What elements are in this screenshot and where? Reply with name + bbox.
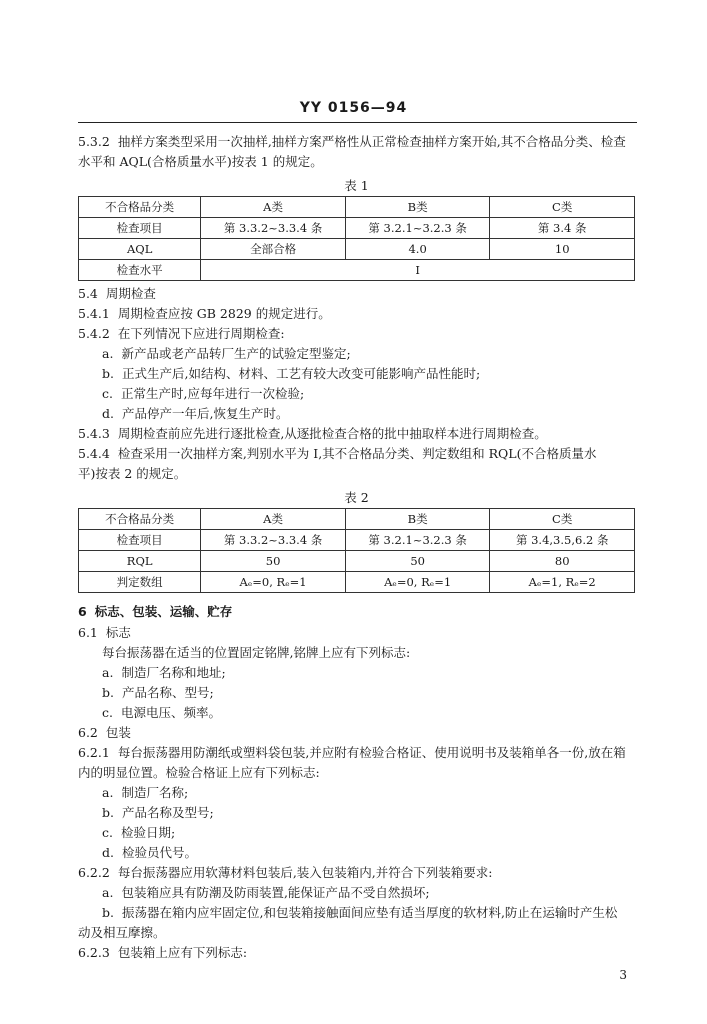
clause-text: 包装箱上应有下列标志: — [117, 945, 248, 960]
table-row — [79, 197, 635, 218]
clause-5-4-4-cont: 平)按表 2 的规定。 — [78, 466, 187, 481]
list-item — [78, 703, 635, 723]
list-item — [78, 843, 635, 863]
table-cell: 4.0 — [345, 239, 490, 260]
table-cell: 检查项目 — [79, 530, 201, 551]
clause-text: 在下列情况下应进行周期检查: — [117, 326, 285, 341]
table-2 — [78, 508, 635, 593]
list-marker: c. — [102, 386, 113, 401]
list-text: 正常生产时,应每年进行一次检验; — [120, 386, 305, 401]
list-marker: d. — [102, 845, 114, 860]
table-cell: 80 — [490, 551, 635, 572]
clause-text: 周期检查前应先进行逐批检查,从逐批检查合格的批中抽取样本进行周期检查。 — [117, 426, 547, 441]
table-row — [79, 218, 635, 239]
clause-number: 6.2.3 — [78, 945, 110, 960]
table-2-caption: 表 2 — [344, 490, 369, 505]
list-text: 新产品或老产品转厂生产的试验定型鉴定; — [121, 346, 351, 361]
table-cell: 50 — [345, 551, 490, 572]
clause-title: 包装 — [105, 725, 131, 740]
table-cell: 全部合格 — [201, 239, 346, 260]
list-marker: b. — [102, 905, 114, 920]
list-item — [78, 823, 635, 843]
table-cell: B类 — [345, 509, 490, 530]
clause-number: 6.2 — [78, 725, 98, 740]
clause-5-4-1 — [78, 304, 635, 324]
clause-number: 6.1 — [78, 625, 98, 640]
list-text: 包装箱应具有防潮及防雨装置,能保证产品不受自然损坏; — [121, 885, 430, 900]
table-cell: Aₑ=0, Rₑ=1 — [345, 572, 490, 593]
list-marker: c. — [102, 825, 113, 840]
list-text: 检验员代号。 — [121, 845, 197, 860]
table-cell: 第 3.2.1~3.2.3 条 — [345, 530, 490, 551]
document-body — [78, 132, 635, 963]
table-cell: A类 — [201, 197, 346, 218]
table-row — [79, 530, 635, 551]
clause-number: 5.4 — [78, 286, 98, 301]
table-1-caption: 表 1 — [344, 178, 369, 193]
table-cell: 检查水平 — [79, 260, 201, 281]
clause-6-2 — [78, 723, 635, 743]
list-marker: c. — [102, 705, 113, 720]
table-row — [79, 239, 635, 260]
list-text: 产品名称及型号; — [121, 805, 214, 820]
table-cell: 第 3.3.2~3.3.4 条 — [201, 218, 346, 239]
clause-text: 抽样方案类型采用一次抽样,抽样方案严格性从正常检查抽样方案开始,其不合格品分类、检查 — [117, 134, 626, 149]
table-cell: A类 — [201, 509, 346, 530]
list-marker: a. — [102, 665, 114, 680]
clause-number: 5.4.1 — [78, 306, 110, 321]
clause-5-4-3 — [78, 424, 635, 444]
clause-6-1-text: 每台振荡器在适当的位置固定铭牌,铭牌上应有下列标志: — [102, 645, 411, 660]
table-cell: 不合格品分类 — [79, 509, 201, 530]
list-text: 正式生产后,如结构、材料、工艺有较大改变可能影响产品性能时; — [121, 366, 481, 381]
list-item — [78, 364, 635, 384]
clause-text: 检查采用一次抽样方案,判别水平为 I,其不合格品分类、判定数组和 RQL(不合格质量水 — [117, 446, 597, 461]
clause-5-3-2-cont: 水平和 AQL(合格质量水平)按表 1 的规定。 — [78, 154, 323, 169]
clause-6-2-1-cont: 内的明显位置。检验合格证上应有下列标志: — [78, 765, 320, 780]
table-cell: 第 3.4,3.5,6.2 条 — [490, 530, 635, 551]
clause-number: 5.4.2 — [78, 326, 110, 341]
clause-6-2-1 — [78, 743, 635, 763]
table-cell: 10 — [490, 239, 635, 260]
clause-5-4-2 — [78, 324, 635, 344]
clause-5-4-4 — [78, 444, 635, 464]
clause-text: 每台振荡器用防潮纸或塑料袋包装,并应附有检验合格证、使用说明书及装箱单各一份,放在箱 — [117, 745, 626, 760]
table-cell: 检查项目 — [79, 218, 201, 239]
clause-number: 5.4.3 — [78, 426, 110, 441]
clause-text: 周期检查应按 GB 2829 的规定进行。 — [117, 306, 331, 321]
clause-number: 6.2.2 — [78, 865, 110, 880]
section-number: 6 — [78, 604, 87, 619]
clause-number: 5.3.2 — [78, 134, 110, 149]
list-text: 制造厂名称; — [121, 785, 189, 800]
clause-number: 5.4.4 — [78, 446, 110, 461]
table-cell: C类 — [490, 197, 635, 218]
clause-6-2-2 — [78, 863, 635, 883]
list-item — [78, 803, 635, 823]
section-6-heading — [78, 601, 635, 623]
list-marker: a. — [102, 346, 114, 361]
list-item — [78, 883, 635, 903]
header-rule — [78, 122, 637, 123]
table-cell: I — [201, 260, 635, 281]
list-item-cont: 动及相互摩擦。 — [78, 925, 166, 940]
list-text: 制造厂名称和地址; — [121, 665, 226, 680]
list-item — [78, 783, 635, 803]
list-text: 电源电压、频率。 — [120, 705, 221, 720]
table-cell: 第 3.4 条 — [490, 218, 635, 239]
clause-number: 6.2.1 — [78, 745, 110, 760]
table-row — [79, 572, 635, 593]
table-cell: RQL — [79, 551, 201, 572]
table-1 — [78, 196, 635, 281]
section-title: 标志、包装、运输、贮存 — [94, 604, 233, 619]
table-cell: Aₑ=1, Rₑ=2 — [490, 572, 635, 593]
clause-5-3-2 — [78, 132, 635, 152]
clause-5-4 — [78, 284, 635, 304]
list-item — [78, 903, 635, 923]
list-item — [78, 404, 635, 424]
list-item — [78, 344, 635, 364]
list-text: 产品停产一年后,恢复生产时。 — [121, 406, 289, 421]
table-cell: 判定数组 — [79, 572, 201, 593]
list-item — [78, 384, 635, 404]
table-cell: 50 — [201, 551, 346, 572]
table-cell: B类 — [345, 197, 490, 218]
clause-6-2-3 — [78, 943, 635, 963]
list-marker: a. — [102, 785, 114, 800]
table-cell: Aₑ=0, Rₑ=1 — [201, 572, 346, 593]
table-row — [79, 260, 635, 281]
page-number: 3 — [619, 968, 627, 982]
clause-title: 标志 — [105, 625, 131, 640]
list-marker: b. — [102, 805, 114, 820]
list-item — [78, 683, 635, 703]
table-cell: 第 3.2.1~3.2.3 条 — [345, 218, 490, 239]
list-marker: d. — [102, 406, 114, 421]
list-item — [78, 663, 635, 683]
table-row — [79, 551, 635, 572]
list-marker: b. — [102, 685, 114, 700]
list-marker: b. — [102, 366, 114, 381]
list-text: 产品名称、型号; — [121, 685, 214, 700]
table-cell: 第 3.3.2~3.3.4 条 — [201, 530, 346, 551]
table-cell: AQL — [79, 239, 201, 260]
clause-text: 每台振荡器应用软薄材料包装后,装入包装箱内,并符合下列装箱要求: — [117, 865, 493, 880]
standard-number-header: YY 0156—94 — [299, 100, 408, 116]
table-cell: 不合格品分类 — [79, 197, 201, 218]
table-row — [79, 509, 635, 530]
table-cell: C类 — [490, 509, 635, 530]
list-marker: a. — [102, 885, 114, 900]
list-text: 检验日期; — [120, 825, 176, 840]
list-text: 振荡器在箱内应牢固定位,和包装箱接触面间应垫有适当厚度的软材料,防止在运输时产生松 — [121, 905, 618, 920]
clause-6-1 — [78, 623, 635, 643]
clause-title: 周期检查 — [105, 286, 156, 301]
